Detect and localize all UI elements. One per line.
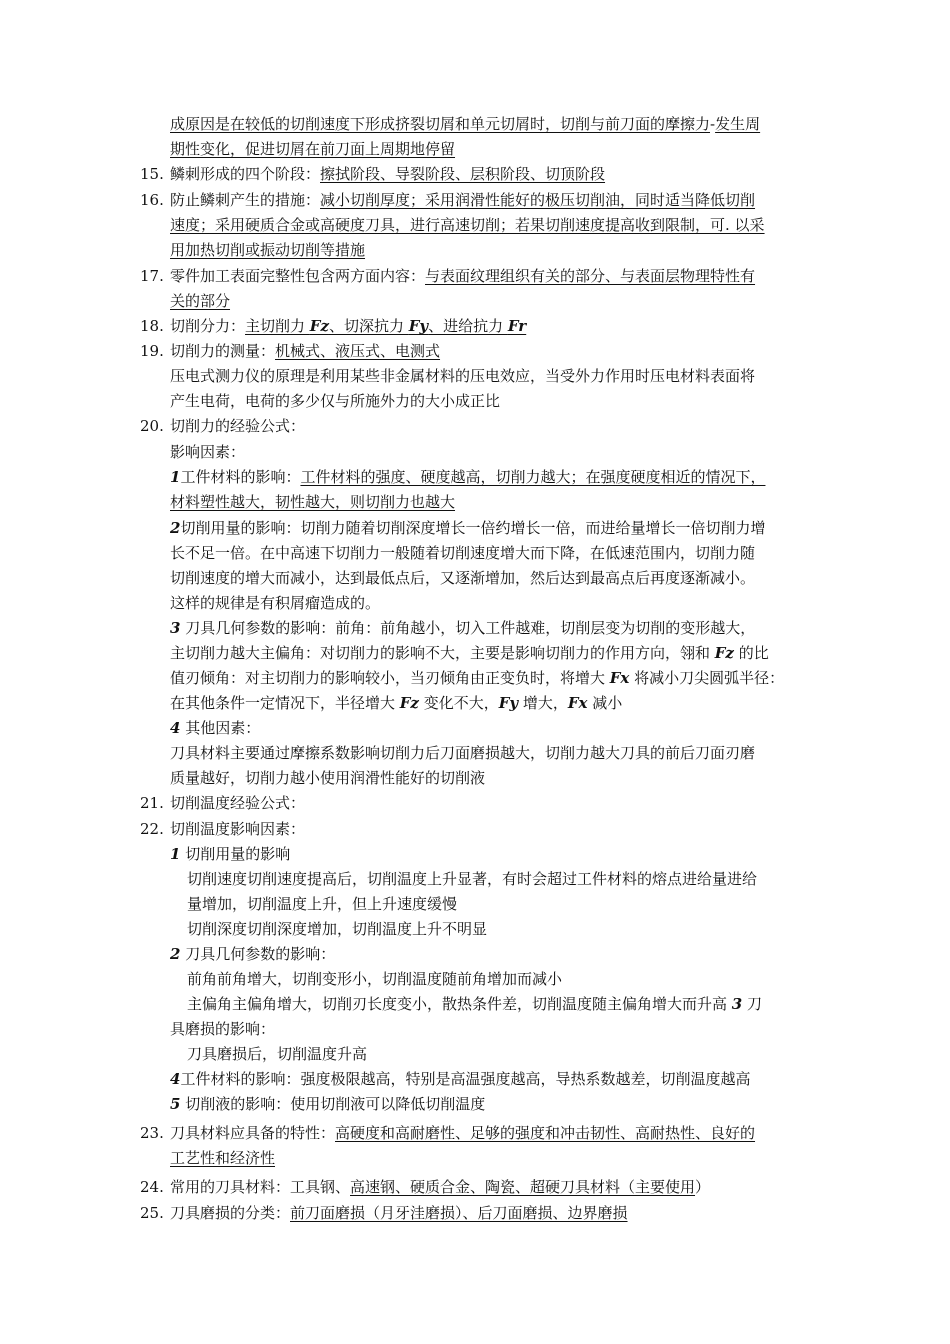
paragraph-text: 质量越好，切削力越小使用润滑性能好的切削液 — [170, 769, 486, 787]
paragraph-text: 减小 — [587, 694, 623, 712]
list-item — [0, 339, 950, 363]
item-number: 16. — [140, 191, 164, 209]
text-line — [0, 465, 950, 489]
paragraph-text: 刀具材料主要通过摩擦系数影响切削力后刀面磨损越大，切削力越大刀具的前后刀面刃磨 — [170, 744, 756, 762]
text-line — [0, 1092, 950, 1116]
sub-number: 2 — [170, 519, 181, 537]
underlined-text: 关的部分 — [170, 292, 231, 310]
underlined-text: 高速钢、硬质合金、陶瓷、超硬刀具材料（主要使用 — [350, 1178, 696, 1196]
paragraph-text: 的比 — [733, 644, 769, 662]
paragraph-text: 具磨损的影响： — [170, 1020, 276, 1038]
text: - — [710, 115, 716, 133]
list-item — [0, 264, 950, 288]
text-line — [0, 666, 950, 690]
underlined-text: 成原因是在较低的切削速度下形成挤裂切屑和单元切屑时，切削与前刀面的摩擦力 — [170, 115, 711, 133]
paragraph-text: 将减小刀尖圆弧半径： — [629, 669, 785, 687]
item-number: 25. — [140, 1204, 164, 1222]
underlined-text: 工艺性和经济性 — [170, 1149, 276, 1167]
paragraph-text: 变化不大， — [418, 694, 499, 712]
text-line — [0, 641, 950, 665]
underlined-text: 发生周 — [715, 115, 761, 133]
paragraph-text: 在其他条件一定情况下，半径增大 — [170, 694, 400, 712]
item-label: 刀具磨损的分类： — [170, 1204, 291, 1222]
item-number: 24. — [140, 1178, 164, 1196]
text-line — [0, 1067, 950, 1091]
formula-symbol: Fz — [309, 317, 329, 335]
text-line — [0, 741, 950, 765]
paragraph-text: 切削速度的增大而减小，达到最低点后，又逐渐增加，然后达到最高点后再度逐渐减小。 — [170, 569, 756, 587]
text-line — [0, 289, 950, 313]
text-line — [0, 137, 950, 161]
formula-symbol: Fx — [609, 669, 630, 687]
text-line — [0, 238, 950, 262]
text-line — [0, 213, 950, 237]
text-line — [0, 490, 950, 514]
underlined-text: 材料塑性越大，韧性越大，则切削力也越大 — [170, 493, 456, 511]
paragraph-text: 产生电荷，电荷的多少仅与所施外力的大小成正比 — [170, 392, 501, 410]
list-item — [0, 817, 950, 841]
text-line — [0, 867, 950, 891]
item-number: 21. — [140, 794, 164, 812]
list-item — [0, 188, 950, 212]
paragraph-text: 刀具磨损后，切削温度升高 — [187, 1045, 368, 1063]
paragraph-text: 影响因素： — [170, 443, 246, 461]
formula-symbol: Fy — [408, 317, 429, 335]
paragraph-text: 刀具几何参数的影响： — [180, 945, 336, 963]
list-item — [0, 1175, 950, 1199]
paragraph-text: 其他因素： — [180, 719, 261, 737]
text-line — [0, 591, 950, 615]
item-number: 17. — [140, 267, 164, 285]
item-label: 切削温度影响因素： — [170, 820, 306, 838]
item-label: 切削温度经验公式： — [170, 794, 306, 812]
sub-number: 2 — [170, 945, 181, 963]
paragraph-text: 这样的规律是有积屑瘤造成的。 — [170, 594, 381, 612]
underlined-text: 前刀面磨损（月牙洼磨损）、后刀面磨损、边界磨损 — [290, 1204, 628, 1222]
paragraph-text: 切削用量的影响 — [180, 845, 291, 863]
text-line — [0, 566, 950, 590]
item-label: 切削分力： — [170, 317, 246, 335]
formula-symbol: Fx — [567, 694, 588, 712]
text-line — [0, 1042, 950, 1066]
text-line — [0, 967, 950, 991]
underlined-text: 擦拭阶段、导裂阶段、层积阶段、切顶阶段 — [320, 165, 606, 183]
formula-symbol: Fr — [507, 317, 527, 335]
text-line — [0, 440, 950, 464]
sub-number: 3 — [170, 619, 181, 637]
text-line — [0, 716, 950, 740]
item-label: 刀具材料应具备的特性： — [170, 1124, 336, 1142]
item-label: 防止鳞刺产生的措施： — [170, 191, 321, 209]
text-line — [0, 112, 950, 136]
paragraph-text: 主切削力越大主偏角：对切削力的影响不大，主要是影响切削力的作用方向，翎和 — [170, 644, 715, 662]
underlined-text: 期性变化，促进切屑在前刀面上周期地停留 — [170, 140, 456, 158]
list-item — [0, 314, 950, 338]
item-number: 18. — [140, 317, 164, 335]
paragraph-text: 切削液的影响：使用切削液可以降低切削温度 — [180, 1095, 486, 1113]
text-line — [0, 364, 950, 388]
formula-symbol: Fz — [399, 694, 419, 712]
underlined-text: 用加热切削或振动切削等措施 — [170, 241, 366, 259]
text-line — [0, 616, 950, 640]
list-item — [0, 414, 950, 438]
sub-number: 1 — [170, 845, 181, 863]
sub-number: 3 — [731, 995, 743, 1013]
paragraph-text: 刀具几何参数的影响：前角：前角越小，切入工件越难，切削层变为切削的变形越大， — [180, 619, 756, 637]
underlined-text: 速度；采用硬质合金或高硬度刀具，进行高速切削；若果切削速度提高收到限制，可 — [170, 216, 726, 234]
item-number: 20. — [140, 417, 164, 435]
paragraph-text: 工件材料的影响：强度极限越高，特别是高温强度越高，导热系数越差，切削温度越高 — [180, 1070, 751, 1088]
item-label: 鳞刺形成的四个阶段： — [170, 165, 321, 183]
text-line — [0, 766, 950, 790]
underlined-text: . 以采 — [725, 216, 765, 234]
paragraph-text: 切削速度切削速度提高后，切削温度上升显著，有时会超过工件材料的熔点进给量进给 — [187, 870, 758, 888]
paragraph-text: 主偏角主偏角增大，切削刃长度变小，散热条件差，切削温度随主偏角增大而升高 — [187, 995, 732, 1013]
list-item — [0, 1201, 950, 1225]
paragraph-text: 压电式测力仪的原理是利用某些非金属材料的压电效应，当受外力作用时压电材料表面将 — [170, 367, 756, 385]
underlined-text: 工件材料的强度、硬度越高，切削力越大；在强度硬度相近的情况下， — [300, 468, 766, 486]
paragraph-text: 切削用量的影响：切削力随着切削深度增长一倍约增长一倍，而进给量增长一倍切削力增 — [180, 519, 766, 537]
list-item — [0, 1121, 950, 1145]
paragraph-text: 切削深度切削深度增加，切削温度上升不明显 — [187, 920, 488, 938]
formula-symbol: Fz — [714, 644, 734, 662]
paragraph-text: 前角前角增大，切削变形小，切削温度随前角增加而减小 — [187, 970, 563, 988]
text-line — [0, 842, 950, 866]
text-line — [0, 942, 950, 966]
paragraph-text: 长不足一倍。在中高速下切削力一般随着切削速度增大而下降，在低速范围内，切削力随 — [170, 544, 756, 562]
sub-number: 4 — [170, 1070, 181, 1088]
paragraph-text: 量增加，切削温度上升，但上升速度缓慢 — [187, 895, 458, 913]
item-number: 22. — [140, 820, 164, 838]
item-label: 常用的刀具材料：工具钢、 — [170, 1178, 351, 1196]
sub-number: 1 — [170, 468, 181, 486]
text: 、切深抗力 — [328, 317, 409, 335]
paragraph-text: 增大， — [518, 694, 568, 712]
underlined-text: 与表面纹理组织有关的部分、与表面层物理特性有 — [425, 267, 756, 285]
text-line — [0, 1017, 950, 1041]
text: 、进给抗力 — [428, 317, 508, 335]
item-label: 零件加工表面完整性包含两方面内容： — [170, 267, 426, 285]
item-number: 23. — [140, 1124, 164, 1142]
text-line — [0, 516, 950, 540]
text: ） — [695, 1178, 711, 1196]
text-line — [0, 1146, 950, 1170]
item-number: 19. — [140, 342, 164, 360]
item-label: 切削力的测量： — [170, 342, 276, 360]
text-line — [0, 389, 950, 413]
text-line — [0, 892, 950, 916]
text: 主切削力 — [245, 317, 310, 335]
list-item — [0, 162, 950, 186]
text-line — [0, 992, 950, 1016]
text-line — [0, 691, 950, 715]
item-number: 15. — [140, 165, 164, 183]
paragraph-text: 刀 — [742, 995, 762, 1013]
text-line — [0, 917, 950, 941]
item-label: 工件材料的影响： — [180, 468, 301, 486]
sub-number: 5 — [170, 1095, 181, 1113]
item-label: 切削力的经验公式： — [170, 417, 306, 435]
sub-number: 4 — [170, 719, 181, 737]
underlined-text: 减小切削厚度；采用润滑性能好的极压切削油，同时适当降低切削 — [320, 191, 756, 209]
underlined-text: 高硬度和高耐磨性、足够的强度和冲击韧性、高耐热性、良好的 — [335, 1124, 756, 1142]
paragraph-text: 值刃倾角：对主切削力的影响较小，当刃倾角由正变负时，将增大 — [170, 669, 610, 687]
formula-symbol: Fy — [498, 694, 519, 712]
underlined-text: 机械式、液压式、电测式 — [275, 342, 441, 360]
text-line — [0, 541, 950, 565]
list-item — [0, 791, 950, 815]
